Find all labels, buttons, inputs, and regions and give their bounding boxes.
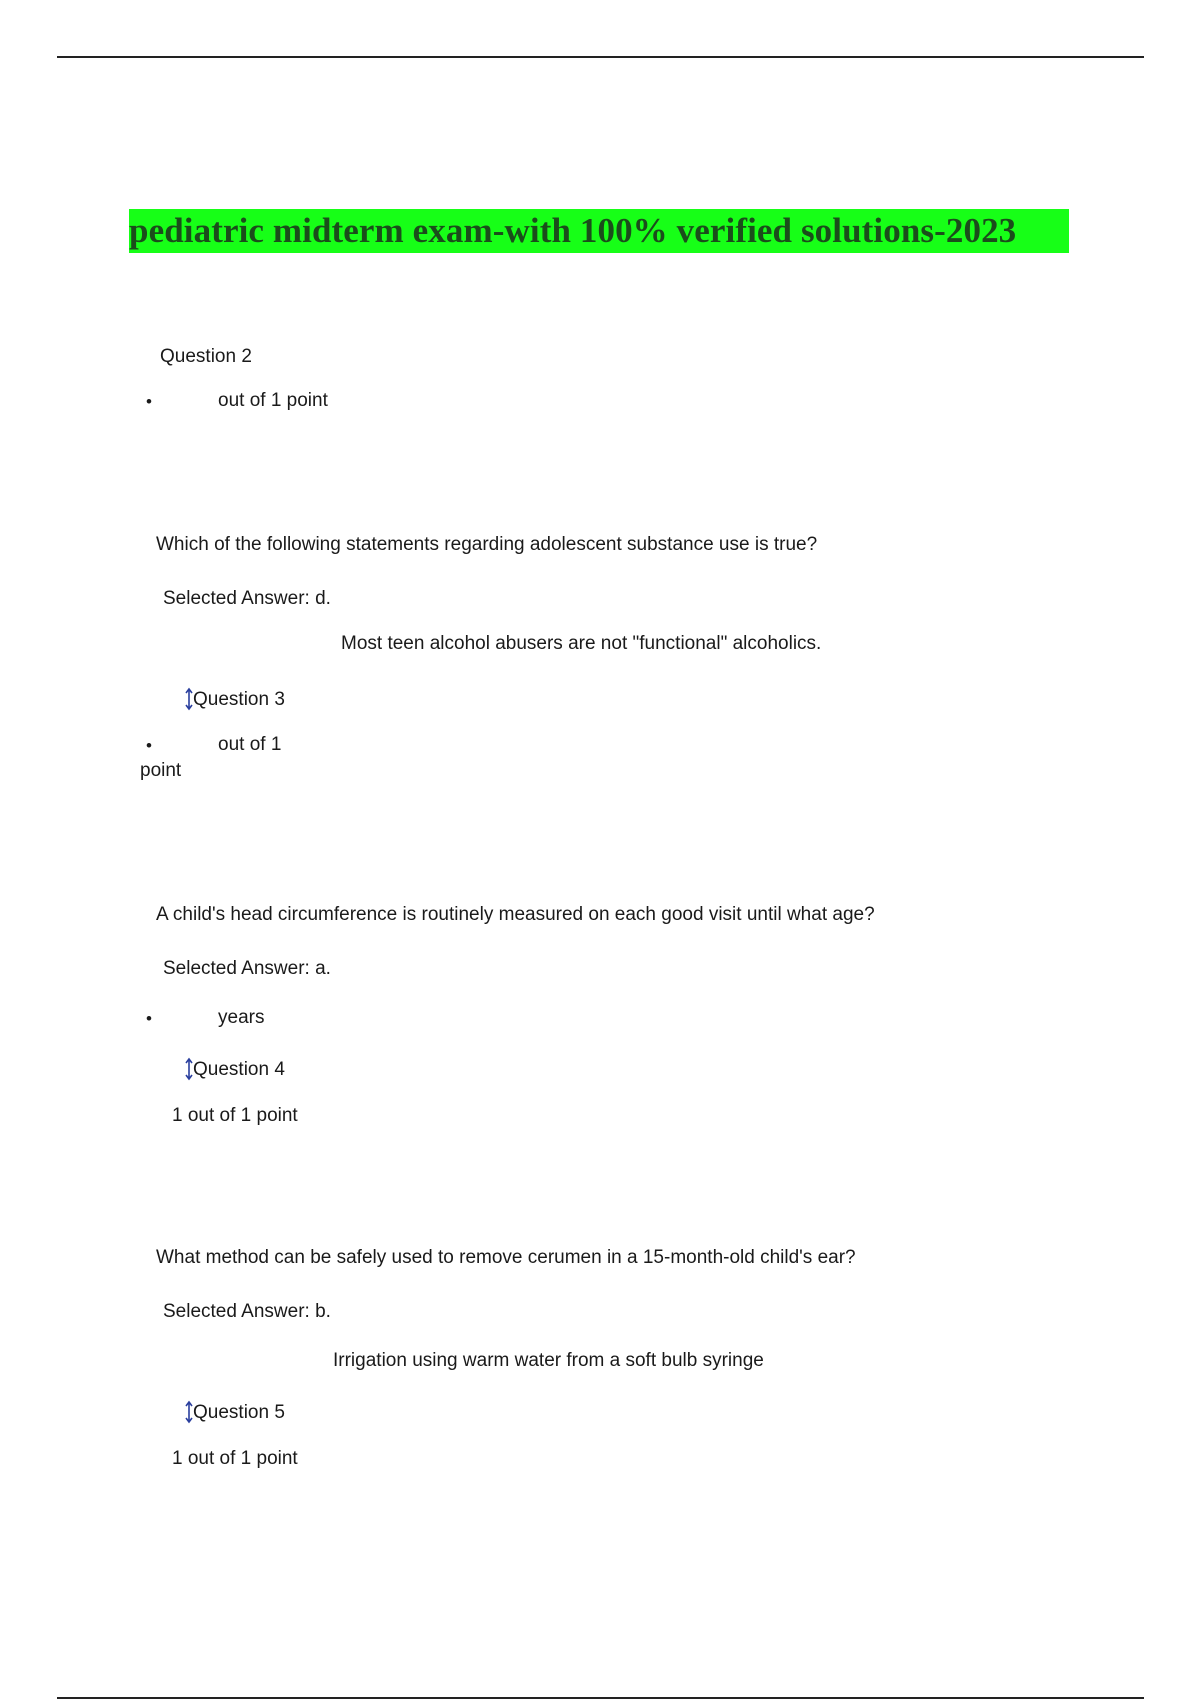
up-down-arrow-icon xyxy=(185,1057,193,1081)
bullet: • xyxy=(146,1009,152,1028)
question-2-answer: Most teen alcohol abusers are not "functional" alcoholics. xyxy=(341,633,822,654)
up-down-arrow-icon xyxy=(185,687,193,711)
question-3-score: out of 1 xyxy=(218,734,282,755)
question-4-selected-label: Selected Answer: b. xyxy=(163,1301,331,1322)
question-3-prompt: A child's head circumference is routinely measured on each good visit until what age? xyxy=(156,904,875,925)
up-down-arrow-icon xyxy=(185,1400,193,1424)
top-rule xyxy=(57,56,1144,58)
question-4-answer: Irrigation using warm water from a soft bulb syringe xyxy=(333,1350,764,1371)
bullet: • xyxy=(146,736,152,755)
question-5-score: 1 out of 1 point xyxy=(172,1448,298,1469)
question-4-score: 1 out of 1 point xyxy=(172,1105,298,1126)
question-4-prompt: What method can be safely used to remove cerumen in a 15-month-old child's ear? xyxy=(156,1247,856,1268)
question-2-heading: Question 2 xyxy=(160,346,252,367)
question-3-answer: years xyxy=(218,1007,265,1028)
question-3-selected-label: Selected Answer: a. xyxy=(163,958,331,979)
question-3-score-point: point xyxy=(140,760,182,781)
bullet: • xyxy=(146,392,152,411)
question-2-score: out of 1 point xyxy=(218,390,328,411)
question-5-heading: Question 5 xyxy=(193,1402,285,1423)
question-3-heading: Question 3 xyxy=(193,689,285,710)
question-2-selected-label: Selected Answer: d. xyxy=(163,588,331,609)
bottom-rule xyxy=(57,1697,1144,1699)
document-title: pediatric midterm exam-with 100% verified solutions-2023 xyxy=(129,209,1069,253)
question-2-prompt: Which of the following statements regarding adolescent substance use is true? xyxy=(156,534,818,555)
question-4-heading: Question 4 xyxy=(193,1059,285,1080)
